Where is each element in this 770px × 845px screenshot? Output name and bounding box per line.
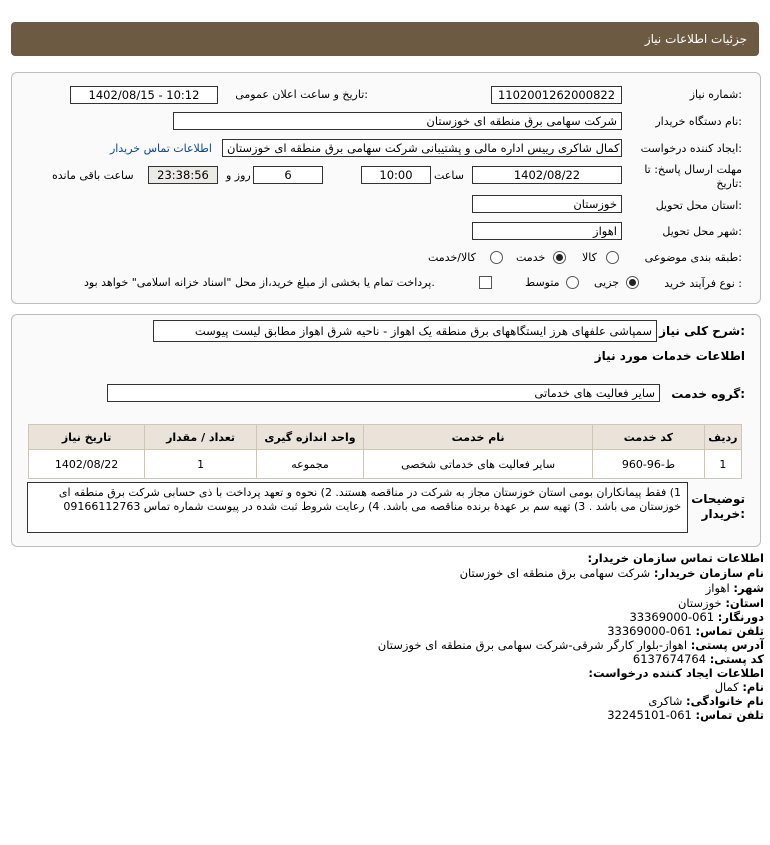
cell-code: ط-96-960 xyxy=(593,450,705,479)
cell-name: سایر فعالیت های خدماتی شخصی xyxy=(364,450,593,479)
notes-label: توضیحات خریدار: xyxy=(691,492,745,521)
creator-field[interactable]: کمال شاکری رییس اداره مالی و پشتیبانی شرکت سهامی برق منطقه ای خوزستان xyxy=(222,139,622,157)
contact-address: آدرس پستی: اهواز-بلوار کارگر شرقی-شرکت سهامی برق منطقه ای خوزستان xyxy=(377,638,764,652)
category-goods-service-radio[interactable] xyxy=(490,251,503,264)
city-field[interactable]: اهواز xyxy=(472,222,622,240)
category-label: طبقه بندی موضوعی: xyxy=(644,251,742,264)
remaining-time-field: 23:38:56 xyxy=(148,166,218,184)
province-field[interactable]: خوزستان xyxy=(472,195,622,213)
process-medium-label: متوسط xyxy=(525,276,560,289)
deadline-time-field[interactable]: 10:00 xyxy=(361,166,431,184)
process-partial-label: جزیی xyxy=(594,276,620,289)
days-label: روز و xyxy=(226,169,251,182)
category-service-label: خدمت xyxy=(516,251,546,264)
col-unit: واحد اندازه گیری xyxy=(256,425,363,450)
days-field[interactable]: 6 xyxy=(253,166,323,184)
col-code: کد خدمت xyxy=(593,425,705,450)
creator-info-title: اطلاعات ایجاد کننده درخواست: xyxy=(588,666,764,680)
need-number-field[interactable]: 1102001262000822 xyxy=(491,86,622,104)
deadline-date-field[interactable]: 1402/08/22 xyxy=(472,166,622,184)
page-header xyxy=(11,22,759,56)
announce-label: تاریخ و ساعت اعلان عمومی: xyxy=(235,88,368,101)
creator-name: نام: کمال xyxy=(714,680,764,694)
announce-field[interactable]: 1402/08/15 - 10:12 xyxy=(70,86,218,104)
time-label: ساعت xyxy=(434,169,464,182)
contact-title: اطلاعات تماس سازمان خریدار: xyxy=(587,551,764,565)
contact-city: شهر: اهواز xyxy=(705,581,764,595)
remaining-label: ساعت باقی مانده xyxy=(52,169,134,182)
service-group-field[interactable]: سایر فعالیت های خدماتی xyxy=(107,384,660,402)
category-goods-radio[interactable] xyxy=(606,251,619,264)
buyer-org-field[interactable]: شرکت سهامی برق منطقه ای خوزستان xyxy=(173,112,622,130)
city-label: شهر محل تحویل: xyxy=(662,225,742,238)
process-label: نوع فرآیند خرید : xyxy=(664,277,742,290)
buyer-contact-link[interactable]: اطلاعات تماس خریدار xyxy=(110,142,212,155)
category-goods-service-label: کالا/خدمت xyxy=(428,251,476,264)
process-partial-radio[interactable] xyxy=(626,276,639,289)
col-name: نام خدمت xyxy=(364,425,593,450)
services-table xyxy=(28,424,742,479)
creator-family: نام خانوادگی: شاکری xyxy=(648,694,764,708)
summary-field[interactable]: سمپاشی علفهای هرز ایستگاههای برق منطقه یک اهواز - ناحیه شرق اهواز مطابق لیست پیوست xyxy=(153,320,657,342)
buyer-org-label: نام دستگاه خریدار: xyxy=(655,115,742,128)
creator-label: ایجاد کننده درخواست: xyxy=(640,142,742,155)
category-service-radio[interactable] xyxy=(553,251,566,264)
contact-postal: کد پستی: 6137674764 xyxy=(632,652,764,666)
services-section-title: اطلاعات خدمات مورد نیاز xyxy=(594,349,745,363)
cell-unit: مجموعه xyxy=(256,450,363,479)
contact-phone: تلفن تماس: 061-33369000 xyxy=(607,624,764,638)
contact-province: استان: خوزستان xyxy=(677,596,764,610)
cell-date: 1402/08/22 xyxy=(29,450,145,479)
summary-label: شرح کلی نیاز: xyxy=(659,324,745,338)
table-header-row xyxy=(29,425,742,450)
table-row xyxy=(29,450,742,479)
need-number-label: شماره نیاز: xyxy=(689,88,742,101)
contact-fax: دورنگار: 061-33369000 xyxy=(629,610,764,624)
col-date: تاریخ نیاز xyxy=(29,425,145,450)
service-group-label: گروه خدمت: xyxy=(671,387,745,401)
col-qty: تعداد / مقدار xyxy=(145,425,257,450)
creator-phone: تلفن تماس: 061-32245101 xyxy=(607,708,764,722)
treasury-payment-checkbox[interactable] xyxy=(479,276,492,289)
treasury-payment-label: پرداخت تمام یا بخشی از مبلغ خرید،از محل "اسناد خزانه اسلامی" خواهد بود. xyxy=(84,276,435,289)
col-row: ردیف xyxy=(704,425,741,450)
contact-org: نام سازمان خریدار: شرکت سهامی برق منطقه ای خوزستان xyxy=(459,566,764,580)
page-title: جزئیات اطلاعات نیاز xyxy=(644,32,747,46)
province-label: استان محل تحویل: xyxy=(655,199,742,212)
process-medium-radio[interactable] xyxy=(566,276,579,289)
cell-row: 1 xyxy=(704,450,741,479)
deadline-label: مهلت ارسال پاسخ: تا تاریخ: xyxy=(644,163,742,190)
category-goods-label: کالا xyxy=(582,251,597,264)
notes-field[interactable]: 1) فقط پیمانکاران بومی استان خوزستان مجاز به شرکت در مناقصه هستند. 2) نحوه و تعهد پرداخت با ذی حسابی شرکت برق منطقه ای خوزستان می باشد . 3) تهیه سم بر عهدۀ برنده مناقصه می باشد. 4) رعایت شروط ثبت شده در پیوست شماره تماس 09166112763 xyxy=(27,482,688,533)
cell-qty: 1 xyxy=(145,450,257,479)
